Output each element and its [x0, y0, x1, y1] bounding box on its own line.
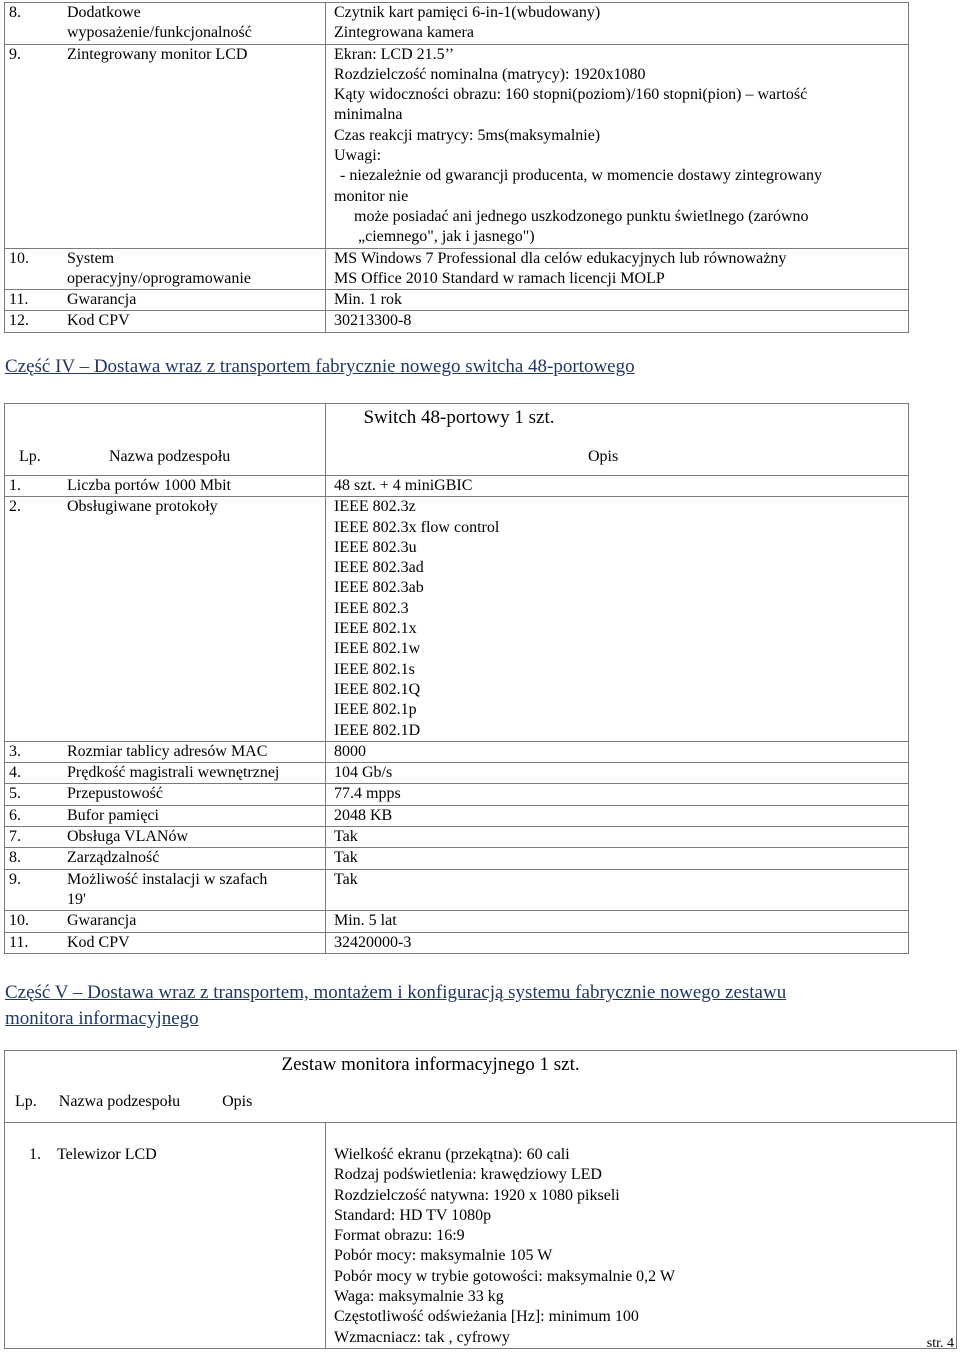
- row-name: [67, 311, 130, 331]
- table-row: [5, 290, 909, 311]
- text-line: IEEE 802.3: [334, 599, 409, 617]
- desc-cell: [326, 848, 909, 869]
- row-lp: 11.: [9, 291, 29, 309]
- name-cell: [5, 911, 326, 932]
- text-line: 32420000-3: [334, 933, 412, 951]
- col-name-label: Nazwa podzespołu: [109, 447, 231, 465]
- text-line: IEEE 802.1w: [334, 640, 421, 658]
- name-cell: [5, 848, 326, 869]
- row-name: [67, 290, 136, 310]
- desc-cell: [326, 784, 909, 805]
- row-name: Telewizor LCD: [57, 1146, 157, 1163]
- row-lp: 2.: [9, 498, 21, 516]
- name-cell: [5, 741, 326, 762]
- text-line: Bufor pamięci: [67, 806, 159, 824]
- desc-cell: [326, 805, 909, 826]
- row-lp: 9.: [9, 870, 21, 888]
- row-lp: 8.: [9, 4, 21, 21]
- text-line: IEEE 802.3ab: [334, 579, 424, 597]
- text-line: IEEE 802.1s: [334, 660, 415, 678]
- text-line: IEEE 802.3ad: [334, 559, 424, 577]
- text-line: Kąty widoczności obrazu: 160 stopni(poziom)/160 stopni(pion) – wartość: [334, 86, 808, 104]
- text-line: może posiadać ani jednego uszkodzonego punktu świetlnego (zarówno: [354, 207, 809, 225]
- desc-cell: [326, 741, 909, 762]
- text-line: Wielkość ekranu (przekątna): 60 cali: [334, 1146, 570, 1163]
- text-line: Obsługa VLANów: [67, 828, 189, 846]
- text-line: Gwarancja: [67, 912, 137, 930]
- row-lp: 10.: [9, 912, 29, 930]
- spec-table-continued: [4, 2, 909, 333]
- table-row: [5, 44, 909, 248]
- col-lp-label: Lp.: [15, 1092, 37, 1110]
- col-desc-label: Opis: [588, 447, 619, 465]
- desc-cell: [326, 248, 909, 290]
- text-line: Czytnik kart pamięci 6-in-1(wbudowany): [334, 4, 601, 21]
- table-row: [5, 827, 909, 848]
- row-name: [67, 249, 251, 290]
- row-name: [67, 827, 188, 847]
- desc-cell: [326, 827, 909, 848]
- name-cell: [5, 248, 326, 290]
- table-row: [5, 3, 909, 45]
- row-name: [67, 784, 163, 804]
- text-line: Czas reakcji matrycy: 5ms(maksymalnie): [334, 126, 601, 144]
- text-line: Standard: HD TV 1080p: [334, 1206, 492, 1224]
- text-line: Możliwość instalacji w szafach: [67, 870, 268, 888]
- switch-spec-table: [4, 403, 909, 954]
- text-line: Wzmacniacz: tak , cyfrowy: [334, 1328, 510, 1346]
- row-lp: 9.: [9, 45, 21, 63]
- text-line: Dodatkowe: [67, 4, 141, 21]
- text-line: IEEE 802.1x: [334, 620, 417, 638]
- text-line: 2048 KB: [334, 806, 393, 824]
- text-line: 30213300-8: [334, 312, 412, 330]
- monitor-table-header-left: [5, 1051, 326, 1123]
- text-line: wyposażenie/funkcjonalność: [67, 24, 252, 42]
- switch-table-title: Switch 48-portowy 1 szt.: [363, 407, 555, 428]
- row-lp: 4.: [9, 764, 21, 782]
- row-name: [67, 933, 130, 953]
- text-line: MS Windows 7 Professional dla celów edukacyjnych lub równoważny: [334, 249, 787, 267]
- text-line: Uwagi:: [334, 147, 382, 165]
- name-cell: [5, 44, 326, 248]
- text-line: „ciemnego", jak i jasnego"): [358, 228, 535, 246]
- text-line: System: [67, 249, 115, 267]
- row-lp: 6.: [9, 806, 21, 824]
- text-line: Waga: maksymalnie 33 kg: [334, 1288, 504, 1306]
- row-lp: 8.: [9, 849, 21, 867]
- text-line: Gwarancja: [67, 291, 137, 309]
- table-row: [5, 784, 909, 805]
- row-lp: 3.: [9, 742, 21, 760]
- name-cell: [5, 763, 326, 784]
- text-line: Obsługiwane protokoły: [67, 498, 218, 516]
- table-row: [5, 869, 909, 911]
- monitor-table-header-right: [281, 1051, 957, 1123]
- text-line: IEEE 802.3u: [334, 538, 417, 556]
- text-line: IEEE 802.3z: [334, 498, 416, 516]
- text-line: monitor nie: [334, 187, 409, 205]
- text-line: MS Office 2010 Standard w ramach licencji MOLP: [334, 269, 665, 287]
- col-desc-label: Opis: [222, 1092, 253, 1110]
- name-cell: [5, 3, 326, 45]
- row-name: [67, 848, 159, 868]
- text-line: Tak: [334, 870, 358, 888]
- table-row: [5, 763, 909, 784]
- text-line: Przepustowość: [67, 785, 163, 803]
- text-line: Rozdzielczość natywna: 1920 x 1080 pikseli: [334, 1186, 620, 1204]
- text-line: operacyjny/oprogramowanie: [67, 269, 251, 287]
- text-line: IEEE 802.1D: [334, 721, 421, 739]
- table-row: [5, 911, 909, 932]
- text-line: Pobór mocy: maksymalnie 105 W: [334, 1247, 553, 1265]
- text-line: IEEE 802.1p: [334, 701, 417, 719]
- text-line: 48 szt. + 4 miniGBIC: [334, 477, 473, 494]
- table-row: [5, 1123, 957, 1349]
- row-lp: 1.: [9, 477, 21, 494]
- row-lp: 10.: [9, 249, 29, 267]
- text-line: minimalna: [334, 106, 403, 124]
- page-number: str. 4: [926, 1336, 954, 1351]
- name-cell: [5, 827, 326, 848]
- desc-cell: [326, 497, 909, 742]
- text-line: Format obrazu: 16:9: [334, 1227, 465, 1245]
- table-row: [5, 311, 909, 332]
- row-name: [67, 45, 247, 65]
- row-lp: 1.: [29, 1146, 41, 1163]
- row-name: [67, 911, 136, 931]
- desc-cell: [326, 869, 909, 911]
- table-row: [5, 741, 909, 762]
- text-line: Liczba portów 1000 Mbit: [67, 477, 231, 494]
- switch-table-header-right: [326, 404, 909, 476]
- text-line: Min. 5 lat: [334, 912, 397, 930]
- name-cell: [5, 784, 326, 805]
- text-line: Prędkość magistrali wewnętrznej: [67, 764, 280, 782]
- col-name-label: Nazwa podzespołu: [58, 1092, 181, 1110]
- name-cell: [5, 311, 326, 332]
- text-line: Min. 1 rok: [334, 291, 402, 309]
- text-line: Tak: [334, 828, 358, 846]
- desc-cell: [326, 290, 909, 311]
- table-row: [5, 848, 909, 869]
- text-line: 77.4 mpps: [334, 785, 401, 803]
- text-line: - niezależnie od gwarancji producenta, w momencie dostawy zintegrowany: [340, 167, 823, 185]
- name-cell: [5, 932, 326, 953]
- row-name: [67, 3, 252, 44]
- section-4-heading: Część IV – Dostawa wraz z transportem fabrycznie nowego switcha 48-portowego: [5, 356, 635, 377]
- text-line: IEEE 802.1Q: [334, 680, 421, 698]
- row-name: [67, 742, 267, 762]
- row-lp: 12.: [9, 312, 29, 330]
- text-line: 104 Gb/s: [334, 764, 393, 782]
- desc-cell: [326, 911, 909, 932]
- desc-cell: [326, 44, 909, 248]
- row-name: [67, 763, 279, 783]
- desc-cell: [326, 3, 909, 45]
- row-lp: 7.: [9, 828, 21, 846]
- text-line: IEEE 802.3x flow control: [334, 518, 500, 536]
- monitor-table-title: Zestaw monitora informacyjnego 1 szt.: [281, 1054, 580, 1075]
- text-line: Częstotliwość odświeżania [Hz]: minimum 100: [334, 1308, 639, 1326]
- desc-cell: [326, 763, 909, 784]
- text-line: Rodzaj podświetlenia: krawędziowy LED: [334, 1166, 602, 1184]
- section-5-heading-line2: monitora informacyjnego: [5, 1008, 199, 1029]
- name-cell: [5, 476, 326, 497]
- text-line: Kod CPV: [67, 933, 130, 951]
- text-line: Ekran: LCD 21.5’’: [334, 45, 455, 63]
- table-row: [5, 497, 909, 742]
- text-line: Kod CPV: [67, 312, 130, 330]
- text-line: Pobór mocy w trybie gotowości: maksymalnie 0,2 W: [334, 1267, 675, 1285]
- text-line: 8000: [334, 742, 366, 760]
- name-cell: [5, 805, 326, 826]
- row-name: [67, 476, 231, 496]
- text-line: Zintegrowana kamera: [334, 24, 474, 42]
- desc-cell: [326, 932, 909, 953]
- row-name: [67, 870, 267, 911]
- section-5-heading-line1: Część V – Dostawa wraz z transportem, montażem i konfiguracją systemu fabrycznie nowego zestawu: [5, 982, 787, 1003]
- row-name: [67, 497, 218, 517]
- text-line: Tak: [334, 849, 358, 867]
- desc-cell: [326, 476, 909, 497]
- table-row: [5, 805, 909, 826]
- table-row: [5, 476, 909, 497]
- section-5-heading: [5, 980, 786, 1032]
- row-lp: 11.: [9, 933, 29, 951]
- row-name: [67, 806, 159, 826]
- name-cell: [5, 497, 326, 742]
- col-lp-label: Lp.: [19, 447, 41, 465]
- text-line: 19': [67, 890, 86, 908]
- table-row: [5, 248, 909, 290]
- table-row: [5, 932, 909, 953]
- desc-cell: [326, 311, 909, 332]
- text-line: Rozdzielczość nominalna (matrycy): 1920x1080: [334, 65, 646, 83]
- text-line: Rozmiar tablicy adresów MAC: [67, 742, 268, 760]
- name-cell: [5, 869, 326, 911]
- row-lp: 5.: [9, 785, 21, 803]
- name-cell: [5, 290, 326, 311]
- text-line: Zintegrowany monitor LCD: [67, 45, 248, 63]
- text-line: Zarządzalność: [67, 849, 160, 867]
- monitor-spec-table: [4, 1050, 957, 1349]
